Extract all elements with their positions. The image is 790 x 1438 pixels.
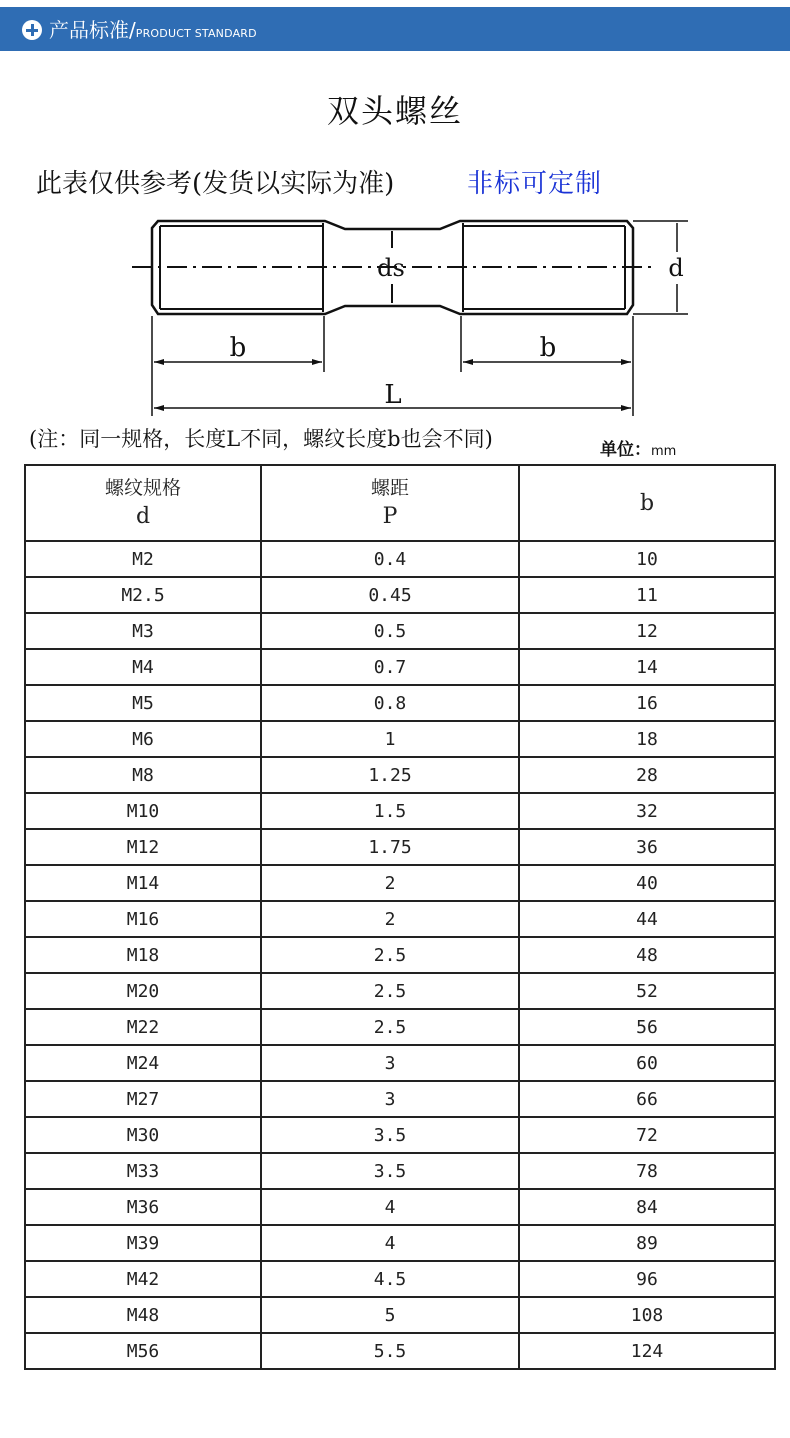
cell-pitch: 1.5: [261, 793, 519, 829]
table-row: [25, 829, 775, 865]
table-row: [25, 649, 775, 685]
table-row: [25, 613, 775, 649]
cell-b: 16: [519, 685, 775, 721]
header-thread-spec-symbol: d: [135, 504, 151, 529]
cell-b: 14: [519, 649, 775, 685]
cell-pitch: 5.5: [261, 1333, 519, 1369]
cell-pitch: 0.4: [261, 541, 519, 577]
cell-thread-spec: M16: [25, 901, 261, 937]
header-thread-spec: [25, 465, 261, 541]
cell-b: 44: [519, 901, 775, 937]
cell-pitch: 1.25: [261, 757, 519, 793]
table-row: [25, 1045, 775, 1081]
cell-thread-spec: M30: [25, 1117, 261, 1153]
cell-b: 10: [519, 541, 775, 577]
header-bar: [0, 7, 790, 51]
cell-pitch: 0.8: [261, 685, 519, 721]
cell-thread-spec: M10: [25, 793, 261, 829]
custom-note: 非标可定制: [467, 169, 603, 199]
header-title-text: 产品标准: [49, 18, 129, 42]
cell-thread-spec: M12: [25, 829, 261, 865]
cell-b: 60: [519, 1045, 775, 1081]
plus-circle-icon: [22, 20, 42, 40]
cell-thread-spec: M14: [25, 865, 261, 901]
cell-pitch: 2.5: [261, 937, 519, 973]
cell-thread-spec: M27: [25, 1081, 261, 1117]
cell-b: 28: [519, 757, 775, 793]
unit-label: [600, 438, 676, 464]
section-header: [0, 0, 790, 62]
cell-pitch: 2: [261, 901, 519, 937]
cell-thread-spec: M5: [25, 685, 261, 721]
table-row: [25, 1153, 775, 1189]
cell-b: 32: [519, 793, 775, 829]
header-b-label: b: [639, 490, 655, 516]
reference-note: 此表仅供参考(发货以实际为准): [36, 169, 395, 199]
cell-pitch: 0.5: [261, 613, 519, 649]
table-row: [25, 901, 775, 937]
cell-thread-spec: M20: [25, 973, 261, 1009]
cell-b: 48: [519, 937, 775, 973]
cell-thread-spec: M22: [25, 1009, 261, 1045]
unit-label-text: 单位：: [600, 440, 651, 460]
table-row: [25, 1225, 775, 1261]
cell-pitch: 4: [261, 1225, 519, 1261]
cell-b: 124: [519, 1333, 775, 1369]
cell-thread-spec: M6: [25, 721, 261, 757]
cell-pitch: 2.5: [261, 973, 519, 1009]
cell-thread-spec: M2.5: [25, 577, 261, 613]
cell-b: 40: [519, 865, 775, 901]
cell-thread-spec: M56: [25, 1333, 261, 1369]
cell-b: 12: [519, 613, 775, 649]
header-pitch-label: 螺距: [370, 477, 409, 499]
table-row: [25, 757, 775, 793]
cell-b: 66: [519, 1081, 775, 1117]
table-row: [25, 1189, 775, 1225]
table-header-row: [25, 465, 775, 541]
cell-pitch: 4: [261, 1189, 519, 1225]
cell-b: 72: [519, 1117, 775, 1153]
cell-b: 78: [519, 1153, 775, 1189]
table-row: [25, 1333, 775, 1369]
table-row: [25, 1009, 775, 1045]
cell-b: 84: [519, 1189, 775, 1225]
label-ds: ds: [377, 254, 405, 282]
cell-thread-spec: M8: [25, 757, 261, 793]
cell-thread-spec: M39: [25, 1225, 261, 1261]
stud-bolt-diagram: [0, 200, 790, 425]
header-pitch: [261, 465, 519, 541]
cell-b: 52: [519, 973, 775, 1009]
table-row: [25, 937, 775, 973]
unit-value: mm: [651, 444, 677, 459]
table-row: [25, 721, 775, 757]
label-d: d: [668, 254, 684, 282]
cell-b: 96: [519, 1261, 775, 1297]
header-thread-spec-label: 螺纹规格: [104, 477, 181, 499]
table-row: [25, 541, 775, 577]
spec-table: [24, 464, 776, 1370]
cell-pitch: 4.5: [261, 1261, 519, 1297]
header-title: [49, 17, 257, 47]
cell-pitch: 3: [261, 1081, 519, 1117]
cell-pitch: 2.5: [261, 1009, 519, 1045]
cell-b: 89: [519, 1225, 775, 1261]
header-pitch-symbol: P: [382, 504, 398, 529]
table-row: [25, 1081, 775, 1117]
table-row: [25, 793, 775, 829]
table-row: [25, 577, 775, 613]
table-row: [25, 973, 775, 1009]
cell-pitch: 1: [261, 721, 519, 757]
cell-b: 56: [519, 1009, 775, 1045]
cell-thread-spec: M36: [25, 1189, 261, 1225]
cell-thread-spec: M3: [25, 613, 261, 649]
label-L: L: [384, 380, 402, 410]
cell-pitch: 5: [261, 1297, 519, 1333]
header-b: [519, 465, 775, 541]
label-b-left: b: [229, 333, 247, 363]
cell-b: 18: [519, 721, 775, 757]
cell-thread-spec: M42: [25, 1261, 261, 1297]
cell-pitch: 3.5: [261, 1153, 519, 1189]
cell-thread-spec: M48: [25, 1297, 261, 1333]
cell-thread-spec: M2: [25, 541, 261, 577]
table-row: [25, 1261, 775, 1297]
spec-table-body: [25, 541, 775, 1369]
cell-thread-spec: M24: [25, 1045, 261, 1081]
footnote: (注：同一规格，长度L不同，螺纹长度b也会不同): [29, 427, 493, 451]
page-title: 双头螺丝: [326, 92, 463, 130]
cell-thread-spec: M18: [25, 937, 261, 973]
cell-b: 36: [519, 829, 775, 865]
cell-pitch: 3.5: [261, 1117, 519, 1153]
label-b-right: b: [539, 333, 557, 363]
cell-thread-spec: M33: [25, 1153, 261, 1189]
cell-pitch: 0.45: [261, 577, 519, 613]
table-row: [25, 685, 775, 721]
cell-pitch: 3: [261, 1045, 519, 1081]
header-slash: /: [129, 18, 136, 42]
table-row: [25, 1117, 775, 1153]
cell-pitch: 1.75: [261, 829, 519, 865]
cell-pitch: 0.7: [261, 649, 519, 685]
cell-thread-spec: M4: [25, 649, 261, 685]
header-subtitle: PRODUCT STANDARD: [135, 27, 257, 40]
cell-pitch: 2: [261, 865, 519, 901]
cell-b: 108: [519, 1297, 775, 1333]
table-row: [25, 1297, 775, 1333]
table-row: [25, 865, 775, 901]
cell-b: 11: [519, 577, 775, 613]
